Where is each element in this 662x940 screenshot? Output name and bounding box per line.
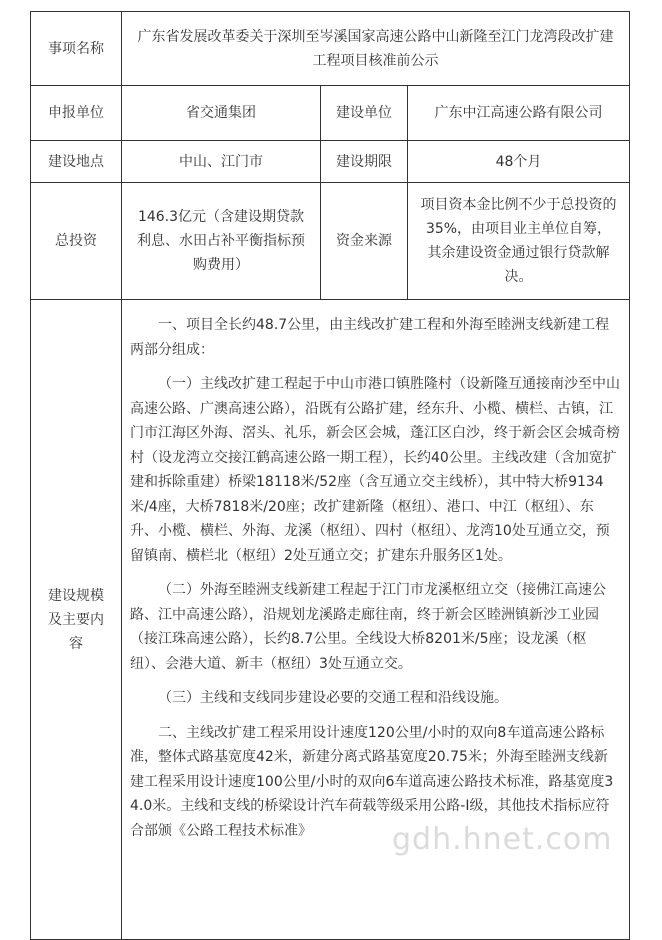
value-location: 中山、江门市 bbox=[122, 141, 321, 183]
label-investment: 总投资 bbox=[31, 183, 122, 300]
label-funding: 资金来源 bbox=[321, 183, 408, 300]
row-location bbox=[31, 141, 630, 183]
scope-paragraph: 一、项目全长约48.7公里，由主线改扩建工程和外海至睦洲支线新建工程两部分组成： bbox=[130, 317, 610, 358]
label-project-name: 事项名称 bbox=[31, 12, 122, 86]
value-project-name: 广东省发展改革委关于深圳至岑溪国家高速公路中山新隆至江门龙湾段改扩建工程项目核准前公示 bbox=[122, 12, 630, 86]
value-investment: 146.3亿元（含建设期贷款利息、水田占补平衡指标预购费用） bbox=[122, 183, 321, 300]
scope-paragraph: （二）外海至睦洲支线新建工程起于江门市龙溪枢纽立交（接佛江高速公路、江中高速公路），沿规划龙溪路走廊往南，终于新会区睦洲镇新沙工业园（接江珠高速公路），长约8.7公里。全线设大桥8201米/5座；设龙溪（枢纽）、会港大道、新丰（枢纽）3处互通立交。 bbox=[130, 582, 606, 672]
value-funding: 项目资本金比例不少于总投资的35%，由项目业主单位自筹，其余建设资金通过银行贷款解决。 bbox=[408, 183, 630, 300]
value-period: 48个月 bbox=[408, 141, 630, 183]
scope-paragraph: 二、主线改扩建工程采用设计速度120公里/小时的双向8车道高速公路标准，整体式路基宽度42米，新建分离式路基宽度20.75米；外海至睦洲支线新建工程采用设计速度100公里/小时的双向6车道高速公路技术标准，路基宽度34.0米。主线和支线的桥梁设计汽车荷载等级采用公路-I级，其他技术指标应符合部颁《公路工程技术标准》 bbox=[130, 724, 614, 839]
label-scope: 建设规模及主要内容 bbox=[31, 300, 122, 940]
label-builder: 建设单位 bbox=[321, 86, 408, 141]
row-investment bbox=[31, 183, 630, 300]
label-applicant: 申报单位 bbox=[31, 86, 122, 141]
row-scope bbox=[31, 300, 630, 940]
label-period: 建设期限 bbox=[321, 141, 408, 183]
scope-paragraph: （一）主线改扩建工程起于中山市港口镇胜隆村（设新隆互通接南沙至中山高速公路、广澳高速公路），沿既有公路扩建，经东升、小榄、横栏、古镇，江门市江海区外海、滘头、礼乐，新会区会城，蓬江区白沙，终于新会区会城奇榜村（设龙湾立交接江鹤高速公路一期工程），长约40公里。主线改建（含加宽扩建和拆除重建）桥梁18118米/52座（含互通立交主线桥），其中特大桥9134米/4座，大桥7818米/20座；改扩建新隆（枢纽）、港口、中江（枢纽）、东升、小榄、横栏、外海、龙溪（枢纽）、四村（枢纽）、龙湾10处互通立交，预留镇南、横栏北（枢纽）2处互通立交；扩建东升服务区1处。 bbox=[130, 376, 620, 564]
scope-content bbox=[122, 300, 630, 940]
scope-paragraph: （三）主线和支线同步建设必要的交通工程和沿线设施。 bbox=[158, 690, 508, 706]
row-applicant bbox=[31, 86, 630, 141]
label-location: 建设地点 bbox=[31, 141, 122, 183]
watermark: gdh.hnet.com bbox=[392, 822, 613, 857]
value-applicant: 省交通集团 bbox=[122, 86, 321, 141]
announcement-table bbox=[30, 11, 630, 940]
row-project-name bbox=[31, 12, 630, 86]
value-builder: 广东中江高速公路有限公司 bbox=[408, 86, 630, 141]
